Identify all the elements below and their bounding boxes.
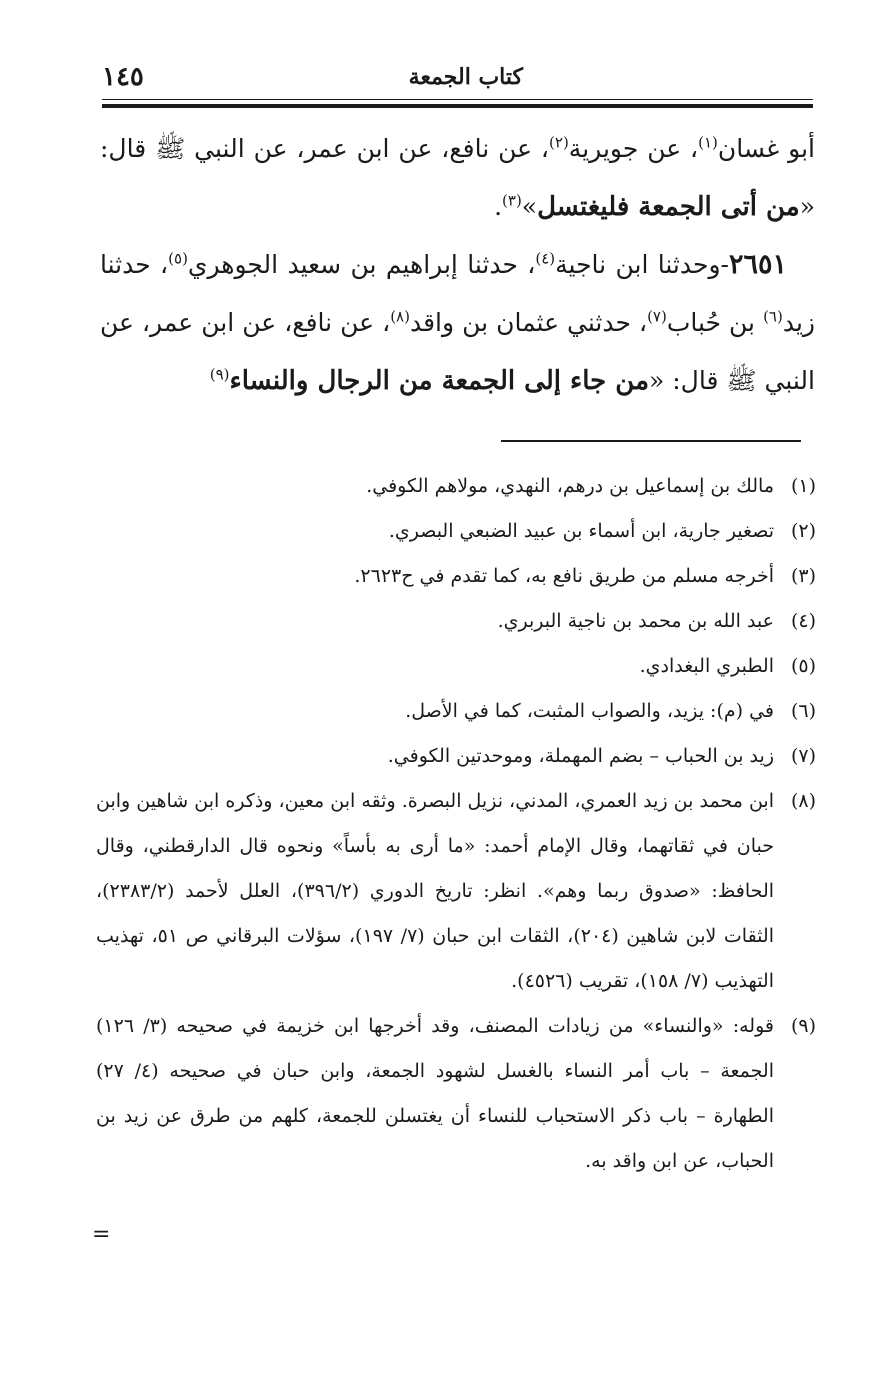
text-run: -وحدثنا ابن ناجية (555, 250, 729, 279)
footnote-ref-2[interactable]: (٢) (549, 133, 569, 152)
footnote-6 (96, 689, 816, 734)
hadith-text-2: من جاء إلى الجمعة من الرجال والنساء (229, 366, 650, 396)
footnote-separator (501, 440, 801, 442)
footnote-ref-1[interactable]: (١) (698, 133, 718, 152)
text-run: ، حدثني عثمان بن واقد (409, 308, 648, 337)
footnote-ref-8[interactable]: (٨) (390, 307, 410, 326)
footnote-number: (٩) (790, 1015, 816, 1037)
footnote-4 (96, 599, 816, 644)
footnote-ref-6[interactable]: (٦) (763, 307, 783, 326)
text-run: ، حدثنا زيد (100, 250, 815, 337)
running-title: كتاب الجمعة (408, 64, 523, 90)
footnote-9 (96, 1004, 816, 1184)
paragraph-1 (100, 120, 815, 236)
footnote-ref-3[interactable]: (٣) (502, 191, 522, 210)
footnote-number: (١) (790, 475, 816, 497)
footnote-text: زيد بن الحباب – بضم المهملة، وموحدتين الكوفي. (387, 745, 774, 767)
header-rule (102, 104, 813, 108)
footnote-5 (96, 644, 816, 689)
text-run: » (521, 192, 538, 221)
text-run: ، عن نافع، عن ابن عمر، عن النبي ﷺ قال: « (100, 134, 815, 221)
footnote-text: قوله: «والنساء» من زيادات المصنف، وقد أخرجها ابن خزيمة في صحيحه (٣/ ١٢٦) الجمعة – باب أمر النساء بالغسل لشهود الجمعة، وابن حبان في صحيحه (٤/ ٢٧) الطهارة – باب ذكر الاستحباب للنساء أن يغتسلن للجمعة، كلهم من طرق عن زيد بن الحباب، عن ابن واقد به. (96, 1015, 774, 1172)
footnote-3 (96, 554, 816, 599)
end-mark: = (92, 1222, 111, 1247)
footnote-ref-7[interactable]: (٧) (647, 307, 667, 326)
footnote-text: عبد الله بن محمد بن ناجية البربري. (497, 610, 774, 632)
footnote-text: تصغير جارية، ابن أسماء بن عبيد الضبعي البصري. (388, 520, 774, 542)
text-run: بن حُباب (666, 308, 764, 337)
text-run: ، عن نافع، عن ابن عمر، عن النبي ﷺ قال: « (100, 308, 815, 395)
footnotes (96, 464, 816, 1184)
footnote-number: (٤) (790, 610, 816, 632)
page-number: ١٤٥ (102, 62, 144, 92)
footnote-number: (٨) (790, 790, 816, 812)
text-run: أبو غسان (717, 134, 815, 163)
footnote-7 (96, 734, 816, 779)
footnote-ref-5[interactable]: (٥) (168, 249, 188, 268)
hadith-text-1: من أتى الجمعة فليغتسل (537, 192, 800, 222)
text-run: ، عن جويرية (568, 134, 699, 163)
footnote-number: (٦) (790, 700, 816, 722)
page-header (102, 62, 813, 96)
text-run: ، حدثنا إبراهيم بن سعيد الجوهري (187, 250, 536, 279)
footnote-text: مالك بن إسماعيل بن درهم، النهدي، مولاهم الكوفي. (366, 475, 774, 497)
footnote-2 (96, 509, 816, 554)
header-rule-thin (102, 99, 813, 100)
text-run: . (494, 192, 503, 221)
footnote-text: الطبري البغدادي. (639, 655, 774, 677)
footnote-text: أخرجه مسلم من طريق نافع به، كما تقدم في ح٢٦٢٣. (354, 565, 774, 587)
footnote-8 (96, 779, 816, 1004)
main-text (100, 120, 815, 410)
hadith-number: ٢٦٥١ (728, 249, 787, 280)
footnote-text: ابن محمد بن زيد العمري، المدني، نزيل البصرة. وثقه ابن معين، وذكره ابن شاهين وابن حبان في ثقاتهما، وقال الإمام أحمد: «ما أرى به بأساً» ونحوه قال الدارقطني، وقال الحافظ: «صدوق ربما وهم». انظر: تاريخ الدوري (٣٩٦/٢)، العلل لأحمد (٢٣٨٣/٢)، الثقات لابن شاهين (٢٠٤)، الثقات ابن حبان (٧/ ١٩٧)، سؤلات البرقاني ص ٥١، تهذيب التهذيب (٧/ ١٥٨)، تقريب (٤٥٢٦). (96, 790, 775, 992)
footnote-ref-4[interactable]: (٤) (535, 249, 556, 268)
footnote-ref-9[interactable]: (٩) (209, 365, 230, 384)
paragraph-2 (100, 236, 815, 410)
footnote-text: في (م): يزيد، والصواب المثبت، كما في الأصل. (405, 700, 774, 722)
footnote-number: (٢) (790, 520, 816, 542)
footnote-1 (96, 464, 816, 509)
footnote-number: (٧) (790, 745, 816, 767)
footnote-number: (٥) (790, 655, 816, 677)
footnote-number: (٣) (790, 565, 816, 587)
